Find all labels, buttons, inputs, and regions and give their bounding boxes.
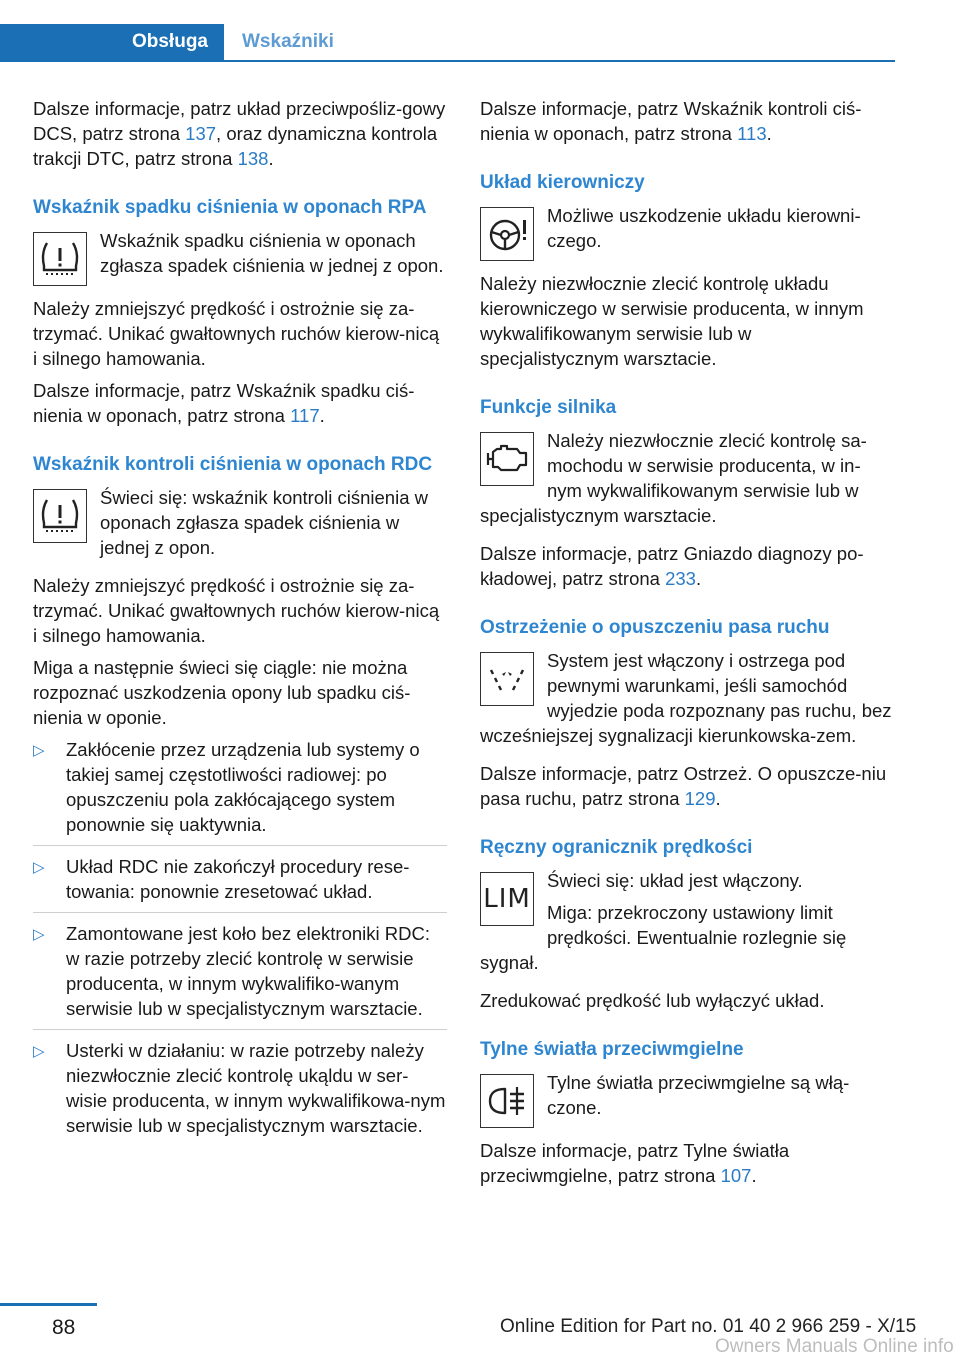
- section-heading-engine: Funkcje silnika: [480, 397, 617, 418]
- section-heading-fog: Tylne światła przeciwmgielne: [480, 1039, 744, 1060]
- page-header: [0, 0, 895, 62]
- rdc-description: Świeci się: wskaźnik kontroli ciśnienia w oponach zgłasza spadek ciśnienia w jednej z opon.: [100, 487, 428, 558]
- lane-indicator-block: [480, 648, 894, 755]
- fog-description: Tylne światła przeciwmgielne są włą‐czone.: [547, 1072, 850, 1118]
- list-item: ▷ Usterki w działaniu: w razie potrzeby należy niezwłocznie zlecić kontrolę ukąldu w ser‐wisie producenta, w innym wykwalifikowa‐nym serwisie lub w specjalistycznym warsztacie.: [33, 1040, 446, 1136]
- speed-limiter-icon: LIM: [480, 872, 534, 926]
- page-link[interactable]: 129: [684, 788, 716, 809]
- right-column: [480, 96, 894, 1195]
- steering-warning-icon: [480, 207, 534, 261]
- page-link[interactable]: 107: [720, 1165, 752, 1186]
- lane-description: System jest włączony i ostrzega pod pewnymi warunkami, jeśli samochód wyjedzie poda rozpoznany pas ruchu, bez wcześniejszej sygnalizacji kierunkowska‐zem.: [480, 650, 892, 746]
- triangle-bullet-icon: ▷: [33, 859, 45, 876]
- limiter-paragraph: Zredukować prędkość lub wyłączyć układ.: [480, 990, 825, 1011]
- rdc-indicator-block: [33, 485, 447, 567]
- header-divider: [0, 60, 895, 62]
- tire-pressure-warning-icon: [33, 489, 87, 543]
- engine-more-info: Dalsze informacje, patrz Gniazdo diagnozy po‐kładowej, patrz strona 233.: [480, 543, 864, 589]
- page-link[interactable]: 113: [737, 123, 767, 144]
- lane-more-info: Dalsze informacje, patrz Ostrzeż. O opuszcze‐niu pasa ruchu, patrz strona 129.: [480, 763, 887, 809]
- triangle-bullet-icon: ▷: [33, 1043, 45, 1060]
- steering-paragraph: Należy niezwłocznie zlecić kontrolę układu kierowniczego w serwisie producenta, w innym wykwalifikowanym serwisie lub w specjalistycznym warsztacie.: [480, 273, 864, 369]
- edition-text: Online Edition for Part no. 01 40 2 966 259 - X/15: [500, 1316, 917, 1337]
- fog-more-info: Dalsze informacje, patrz Tylne światła przeciwmgielne, patrz strona 107.: [480, 1140, 790, 1186]
- page-link[interactable]: 233: [665, 568, 696, 589]
- limiter-description: Świeci się: układ jest włączony.: [547, 870, 803, 891]
- rdc-paragraph: Miga a następnie świeci się ciągle: nie można rozpoznać uszkodzenia opony lub spadku ciś‐nienia w oponie.: [33, 657, 411, 728]
- tire-pressure-warning-icon: [33, 232, 87, 286]
- engine-indicator-block: [480, 428, 894, 535]
- section-heading-rdc: Wskaźnik kontroli ciśnienia w oponach RDC: [33, 454, 433, 475]
- fog-indicator-block: [480, 1070, 894, 1132]
- watermark: Owners Manuals Online info: [715, 1336, 954, 1357]
- triangle-bullet-icon: ▷: [33, 742, 45, 759]
- limiter-description: Miga: przekroczony ustawiony limit prędkości. Ewentualnie rozlegnie się sygnał.: [480, 902, 847, 973]
- section-heading-steering: Układ kierowniczy: [480, 172, 645, 193]
- section-heading-lane: Ostrzeżenie o opuszczeniu pasa ruchu: [480, 617, 830, 638]
- page-link[interactable]: 138: [237, 148, 269, 169]
- list-item: ▷ Układ RDC nie zakończył procedury rese‐towania: ponownie zresetować układ.: [33, 854, 447, 913]
- section-heading-limiter: Ręczny ogranicznik prędkości: [480, 837, 753, 858]
- rdc-bullet-list: [33, 737, 447, 1146]
- steering-indicator-block: [480, 203, 894, 265]
- rpa-indicator-block: [33, 228, 447, 290]
- footer-divider: [0, 1303, 97, 1306]
- rpa-more-info: Dalsze informacje, patrz Wskaźnik spadku ciś‐nienia w oponach, patrz strona 117.: [33, 380, 415, 426]
- intro-paragraph: Dalsze informacje, patrz Wskaźnik kontroli ciś‐nienia w oponach, patrz strona 113.: [480, 98, 862, 144]
- section-heading-rpa: Wskaźnik spadku ciśnienia w oponach RPA: [33, 197, 427, 218]
- tab-obsluga[interactable]: Obsługa: [0, 24, 224, 60]
- lane-departure-icon: [480, 652, 534, 706]
- left-column: [33, 96, 447, 1154]
- tab-wskazniki[interactable]: Wskaźniki: [242, 31, 334, 52]
- rpa-paragraph: Należy zmniejszyć prędkość i ostrożnie się za‐trzymać. Unikać gwałtownych ruchów kierow‐nicą i silnego hamowania.: [33, 298, 440, 369]
- page-link[interactable]: 117: [290, 405, 320, 426]
- page-link[interactable]: 137: [185, 123, 217, 144]
- rear-fog-light-icon: [480, 1074, 534, 1128]
- steering-description: Możliwe uszkodzenie układu kierowni‐czego.: [547, 205, 861, 251]
- list-item: ▷ Zamontowane jest koło bez elektroniki RDC: w razie potrzeby zlecić kontrolę w serwisie producenta, w innym wykwalifiko‐wanym serwisie lub w specjalistycznym warsztacie.: [33, 921, 447, 1030]
- limiter-indicator-block: [480, 868, 894, 982]
- triangle-bullet-icon: ▷: [33, 926, 45, 943]
- intro-paragraph: Dalsze informacje, patrz układ przeciwpośliz‐gowy DCS, patrz strona 137, oraz dynamiczna kontrola trakcji DTC, patrz strona 138.: [33, 98, 446, 169]
- list-item: ▷ Zakłócenie przez urządzenia lub systemy o takiej samej częstotliwości radiowej: po opuszczeniu pola zakłócającego system ponownie się uaktywnia.: [33, 737, 447, 846]
- rpa-description: Wskaźnik spadku ciśnienia w oponach zgłasza spadek ciśnienia w jednej z opon.: [100, 230, 444, 276]
- engine-description: Należy niezwłocznie zlecić kontrolę sa‐mochodu w serwisie producenta, w in‐nym wykwalifikowanym serwisie lub w specjalistycznym warsztacie.: [480, 430, 867, 526]
- rdc-paragraph: Należy zmniejszyć prędkość i ostrożnie się za‐trzymać. Unikać gwałtownych ruchów kierow‐nicą i silnego hamowania.: [33, 575, 440, 646]
- page-number: 88: [52, 1316, 76, 1339]
- engine-check-icon: [480, 432, 534, 486]
